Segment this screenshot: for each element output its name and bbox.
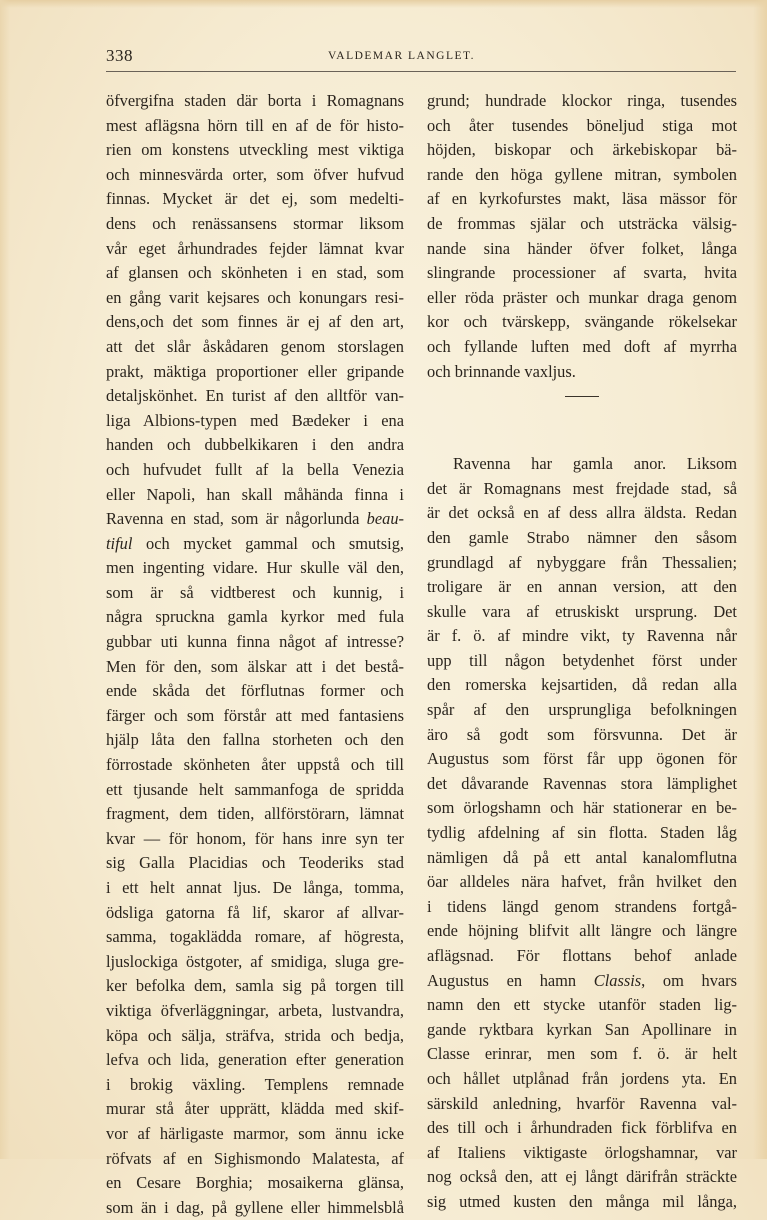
- text-line-with-italic: Augustus en hamn Classis, om hvars: [427, 970, 737, 990]
- text-line: rande den höga gyllene mitran, symbolen: [427, 164, 737, 184]
- text-line: en gång varit kejsares och konungars resi-: [106, 287, 404, 307]
- page-edge-top: [0, 0, 767, 8]
- text-line: och åter tusendes böneljud stiga mot: [427, 115, 737, 135]
- left-column: [106, 89, 404, 1220]
- text-line: en Cesare Borghia; mosaikerna glänsa,: [106, 1173, 404, 1193]
- italic-word: Classis: [593, 970, 642, 990]
- text-line: gubbar uti kunna finna något af intresse?: [106, 632, 404, 652]
- text-line: kor och tvärskepp, svängande rökelsekar: [427, 312, 737, 332]
- text-line: dens och renässansens stormar liksom: [106, 213, 404, 233]
- text-line: som än i dag, på gyllene eller himmelsblå: [106, 1197, 404, 1217]
- text-line: eller Napoli, han skall måhända finna i: [106, 484, 404, 504]
- italic-word: beau-: [366, 509, 404, 529]
- text-line: det är Romagnans mest frejdade stad, så: [427, 478, 737, 498]
- text-line: i ett helt annat ljus. De långa, tomma,: [106, 878, 404, 897]
- text-line: hjälp låta den fallna storheten och den: [106, 730, 404, 750]
- text-line: särskild anledning, hvarför Ravenna val-: [427, 1093, 737, 1113]
- text-line: äro så godt som försvunna. Det är: [427, 724, 737, 744]
- text-line: af en kyrkofurstes makt, läsa mässor för: [427, 189, 737, 209]
- page-edge-right: [753, 0, 767, 1159]
- running-head: VALDEMAR LANGLET.: [327, 50, 476, 62]
- text-line: de frommas själar och utsträcka välsig-: [427, 213, 737, 233]
- text-line: ett tjusande helt sammanfoga de spridda: [106, 779, 404, 799]
- text-line: af glansen och skönheten i en stad, som: [106, 263, 404, 283]
- text-line: ljuslockiga östgoter, af smidiga, sluga gre-: [106, 951, 404, 971]
- text-line: och hållet utplånad från jordens yta. En: [427, 1068, 737, 1088]
- text-line: som örlogshamn och här stationerar en be-: [427, 798, 737, 818]
- paragraph-2: [427, 452, 737, 1214]
- text-line: finnas. Mycket är det ej, som medelti-: [106, 189, 404, 209]
- text-line: och brinnande vaxljus.: [427, 361, 576, 381]
- text-line: gande ryktbara kyrkan San Apollinare in: [427, 1019, 737, 1039]
- page-number: 338: [106, 46, 133, 65]
- text-line: några spruckna gamla kyrkor med fula: [106, 607, 404, 627]
- text-line: förrostade skönheten åter uppstå och till: [106, 755, 404, 775]
- text-line: färger och som förstår att med fantasiens: [106, 705, 404, 725]
- text-line: i tidens längd genom strandens fortgå-: [427, 896, 737, 916]
- text-line: Classe erinrar, men som f. ö. är helt: [427, 1044, 737, 1064]
- text-line: samma, togaklädda romare, af högresta,: [106, 927, 404, 947]
- text-line: är f. ö. af mindre vikt, ty Ravenna når: [427, 626, 737, 646]
- text-line: den romerska kejsartiden, då redan alla: [427, 675, 737, 695]
- text-line: aflägsnad. För flottans behof anlade: [427, 946, 737, 965]
- text-line: fragment, dem tiden, allförstörarn, lämnat: [106, 804, 404, 824]
- text-line: upp till någon betydenhet först under: [427, 650, 737, 670]
- text-line: Ravenna har gamla anor. Liksom: [453, 454, 737, 474]
- text-line: eller röda präster och munkar draga genom: [427, 287, 737, 307]
- text-line: tydlig afdelning af sin flotta. Staden låg: [427, 823, 737, 843]
- text-line: öfvergifna staden där borta i Romagnans: [106, 91, 404, 110]
- text-line: den gamle Strabo nämner den såsom: [427, 527, 737, 547]
- text-line: ende höjning blifvit allt längre och längre: [427, 921, 737, 941]
- text-line: grundlagd af nybyggare från Thessalien;: [427, 552, 737, 572]
- text-line: viktiga öfverläggningar, arbeta, lustvandra,: [106, 1000, 404, 1020]
- text-line: kvar — för honom, för hans inre syn ter: [106, 828, 404, 848]
- text-line: som är så vidtberest och kunnig, i: [106, 582, 404, 602]
- text-line-with-italic: Ravenna en stad, som är någorlunda beau-: [106, 509, 404, 529]
- text-line: att det slår åskådaren genom storslagen: [106, 336, 404, 356]
- text-line: höjden, biskopar och ärkebiskopar bä-: [427, 140, 737, 160]
- text-line: skulle vara af etruskiskt ursprung. Det: [427, 601, 737, 621]
- text-line: ödsliga gatorna få lif, skaror af allvar-: [106, 902, 404, 922]
- text-line: ker befolka dem, samla sig på torgen till: [106, 976, 404, 996]
- text-line: ende skåda det förflutnas former och: [106, 681, 404, 701]
- text-line: nämligen då på ett antal kanalomflutna: [427, 847, 737, 867]
- text-line: och fyllande luften med doft af myrrha: [427, 336, 737, 356]
- text-line: det dåvarande Ravennas stora lämplighet: [427, 773, 737, 793]
- text-line: handen och dubbelkikaren i den andra: [106, 435, 404, 455]
- text-line: nog också den, att ej långt därifrån sträckte: [427, 1167, 737, 1187]
- text-line: des till och i århundraden fick förblifva en: [427, 1118, 737, 1138]
- text-line: murar stå åter upprätt, klädda med skif-: [106, 1099, 404, 1119]
- text-line: Men för den, som älskar att i det bestå-: [106, 656, 404, 676]
- paragraph-1: [427, 89, 737, 384]
- text-line: i brokig växling. Templens remnade: [106, 1074, 404, 1094]
- text-line: troligare är en annan version, att den: [427, 577, 737, 597]
- text-line: är det också en af dess allra äldsta. Redan: [427, 503, 737, 523]
- text-line: men ingenting vidare. Hur skulle väl den,: [106, 558, 404, 578]
- text-line: röfvats af en Sighismondo Malatesta, af: [106, 1148, 404, 1168]
- text-line: mest aflägsna hörn till en af de för histo-: [106, 115, 404, 135]
- text-line: prakt, mäktiga proportioner eller gripande: [106, 361, 404, 381]
- text-line: dens,och det som finnes är ej af den art,: [106, 312, 404, 332]
- text-line-with-italic: tiful och mycket gammal och smutsig,: [106, 533, 404, 553]
- header-rule: [106, 71, 736, 72]
- text-line: och minnesvärda orter, som öfver hufvud: [106, 164, 404, 184]
- text-line: namn den ett stycke utanför staden lig-: [427, 995, 737, 1015]
- text-line: köpa och sälja, sträfva, strida och bedja,: [106, 1025, 404, 1045]
- text-line: Augustus som först får upp ögonen för: [427, 749, 737, 769]
- text-line: vår eget århundrades fejder lämnat kvar: [106, 238, 404, 258]
- text-line: lefva och lida, generation efter generation: [106, 1050, 404, 1070]
- text-line: detaljskönhet. En turist af den alltför van-: [106, 386, 404, 406]
- right-column: [427, 89, 737, 1215]
- text-line: spår af den ursprungliga befolkningen: [427, 700, 737, 720]
- page-edge-left: [0, 0, 10, 1159]
- text-line: rien om konstens utveckling mest viktiga: [106, 140, 404, 160]
- text-line: öar alldeles nära hafvet, från hvilket den: [427, 872, 737, 892]
- text-line: slingrande processioner af svarta, hvita: [427, 263, 737, 283]
- text-line: grund; hundrade klockor ringa, tusendes: [427, 91, 737, 110]
- text-line: liga Albions-typen med Bædeker i ena: [106, 410, 404, 430]
- section-separator-rule: [565, 396, 599, 452]
- text-line: af Italiens viktigaste örlogshamnar, var: [427, 1142, 737, 1162]
- text-line: och hufvudet fullt af la bella Venezia: [106, 459, 404, 479]
- text-line: vor af härligaste marmor, som ännu icke: [106, 1123, 404, 1143]
- text-line: sig Galla Placidias och Teoderiks stad: [106, 853, 404, 873]
- italic-word: tiful: [106, 533, 133, 553]
- text-line: sig utmed kusten den många mil långa,: [427, 1191, 737, 1211]
- text-line: nande sina händer öfver folket, långa: [427, 238, 737, 258]
